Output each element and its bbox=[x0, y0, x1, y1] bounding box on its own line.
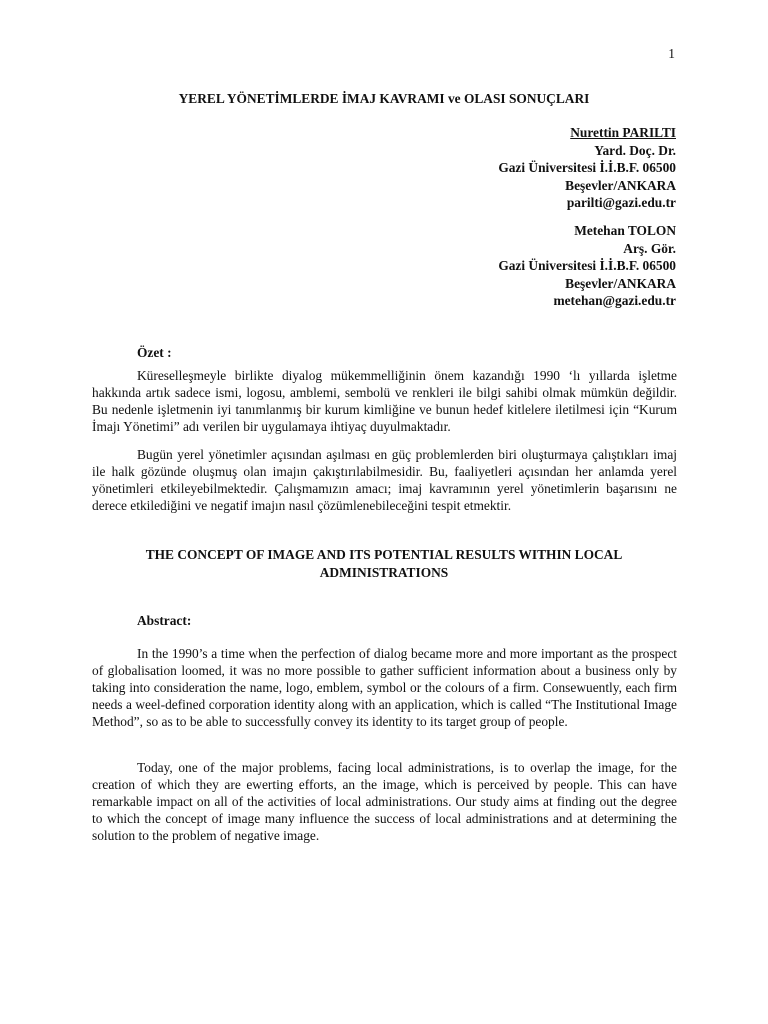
author-name: Nurettin PARILTI bbox=[570, 125, 676, 140]
ozet-paragraph-2: Bugün yerel yönetimler açısından aşılması en güç problemlerden biri oluşturmaya çalıştıkları imaj ile halk gözünde oluşmuş olan imajın çakıştırılabilmesidir. Bu, faaliyetleri açısından her anlamda yerel yönetimleri etkileyebilmektedir. Çalışmamızın amacı; imaj kavramının yerel yönetimlerin başarısını ne derece etkilediğini ve negatif imajın nasıl çözümlenebileceğini tespit etmektir. bbox=[92, 447, 677, 514]
author-institution: Gazi Üniversitesi İ.İ.B.F. 06500 bbox=[498, 258, 676, 273]
abstract-paragraph-1: In the 1990’s a time when the perfection of dialog became more and more important as the prospect of globalisation loomed, it was no more possible to gather sufficient information about a business only by taking into consideration the name, logo, emblem, symbol or the colours of a firm. Consewuently, each firm needs a weel-defined corporation identity along with an application, which is called “The Institutional Image Method”, so as to be able to successfully convey its identity to its target group of people. bbox=[92, 646, 677, 730]
abstract-paragraph-2: Today, one of the major problems, facing local administrations, is to overlap the image, for the creation of which they are ewerting efforts, an the image, which is perceived by people. This can have remarkable impact on all of the activities of local administrations. Our study aims at finding out the degree to which the concept of image many influence the success of local administrations and at determining the solution to the problem of negative image. bbox=[92, 760, 677, 844]
author-email: parilti@gazi.edu.tr bbox=[566, 195, 676, 210]
ozet-paragraph-1: Küreselleşmeyle birlikte diyalog mükemmelliğinin önem kazandığı 1990 ‘lı yıllarda işletme hakkında artık sadece ismi, logosu, amblemi, sembolü ve renkleri ile bilgi sahibi olmak mümkün değildir. Bu nedenle işletmenin iyi tanımlanmış bir kurum kimliğine ve bunun hedef kitlelere iletilmesi için “Kurum İmajı Yönetimi” adı verilen bir uygulamaya ihtiyaç duyulmaktadır. bbox=[92, 368, 677, 435]
page-number: 1 bbox=[668, 46, 675, 61]
author-address: Beşevler/ANKARA bbox=[565, 275, 676, 291]
ozet-heading: Özet : bbox=[137, 345, 172, 360]
author-title: Yard. Doç. Dr. bbox=[594, 142, 676, 158]
author-title: Arş. Gör. bbox=[623, 240, 676, 256]
paper-title-turkish: YEREL YÖNETİMLERDE İMAJ KAVRAMI ve OLASI SONUÇLARI bbox=[178, 91, 590, 106]
english-title-line: ADMINISTRATIONS bbox=[319, 564, 449, 580]
paper-title-english bbox=[100, 546, 668, 581]
author-address: Beşevler/ANKARA bbox=[565, 177, 676, 193]
author-email: metehan@gazi.edu.tr bbox=[553, 293, 676, 308]
author-name: Metehan TOLON bbox=[574, 223, 676, 238]
author-block-2 bbox=[498, 222, 676, 310]
author-block-1 bbox=[498, 124, 676, 212]
abstract-heading: Abstract: bbox=[137, 613, 192, 628]
english-title-line: THE CONCEPT OF IMAGE AND ITS POTENTIAL RESULTS WITHIN LOCAL bbox=[145, 547, 623, 562]
author-institution: Gazi Üniversitesi İ.İ.B.F. 06500 bbox=[498, 160, 676, 175]
